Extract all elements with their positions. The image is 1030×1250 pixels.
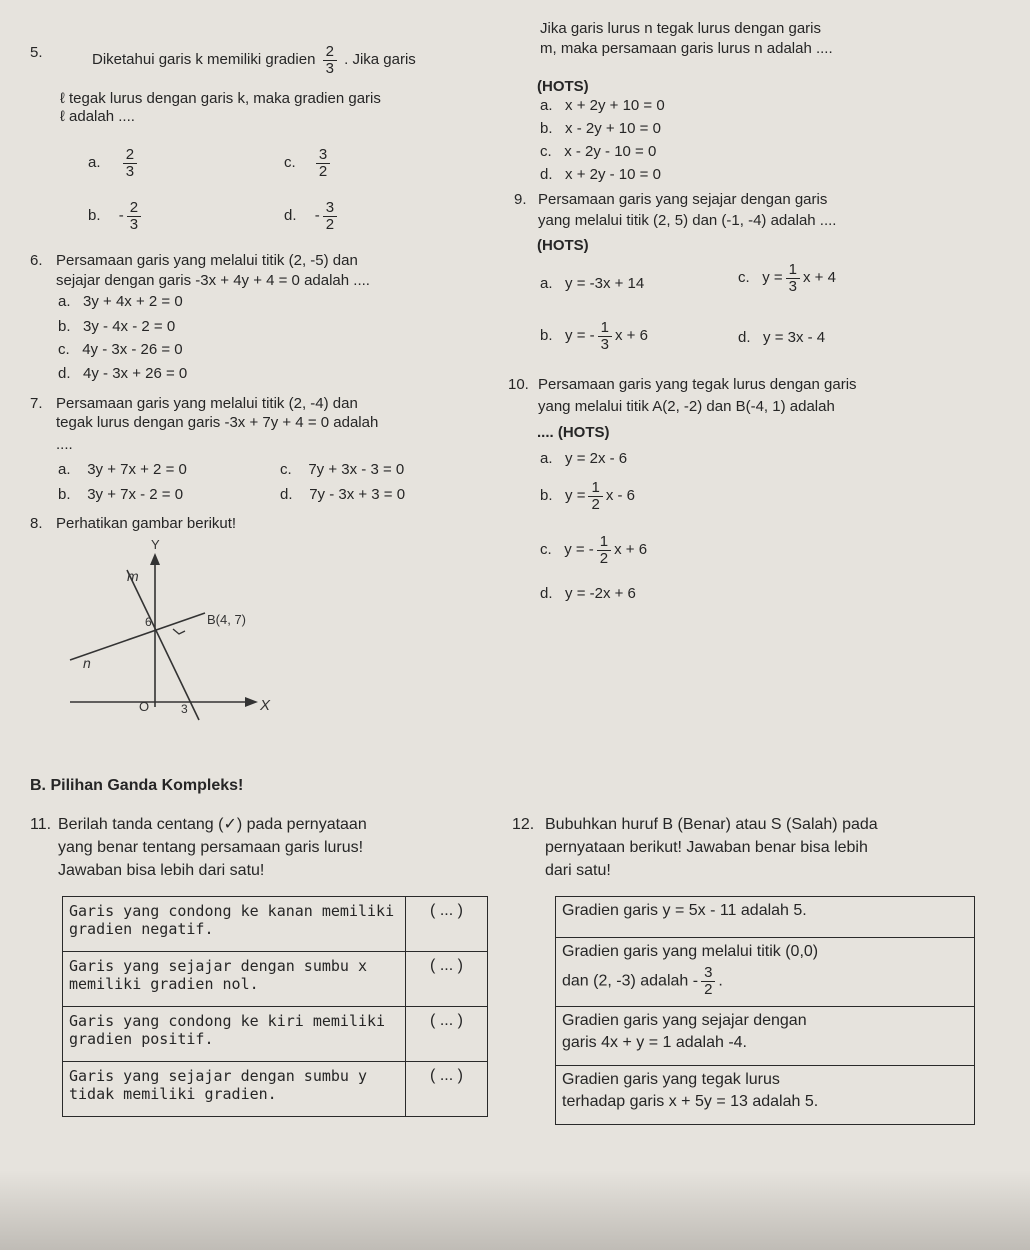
- graph-origin-label: O: [139, 699, 150, 714]
- q9-hots-badge: (HOTS): [537, 237, 589, 254]
- graph-y-arrow: [150, 553, 160, 565]
- q6-question-line2: sejajar dengan garis -3x + 4y + 4 = 0 adalah ....: [56, 272, 370, 289]
- graph-x-tick: 3: [181, 702, 188, 716]
- q5-gradient-fraction: $\frac{2}{3}$: [323, 44, 337, 77]
- graph-m-label: m: [127, 568, 139, 584]
- q11-table: [62, 896, 488, 1117]
- q10-option-b[interactable]: b. y = $\frac{1}{2}$ x - 6: [540, 479, 635, 513]
- q8-continued-line2: m, maka persamaan garis lurus n adalah ....: [540, 40, 833, 57]
- q11-statement: Garis yang sejajar dengan sumbu x memiliki gradien nol.: [63, 952, 406, 1007]
- q11-row: [63, 1007, 488, 1062]
- q11-statement: Garis yang sejajar dengan sumbu y tidak memiliki gradien.: [63, 1062, 406, 1117]
- q10-question-line3: .... (HOTS): [537, 424, 610, 441]
- q11-statement: Garis yang condong ke kanan memiliki gradien negatif.: [63, 897, 406, 952]
- q12-question-line2: pernyataan berikut! Jawaban benar bisa lebih: [545, 839, 868, 856]
- q11-question-line3: Jawaban bisa lebih dari satu!: [58, 862, 265, 879]
- q9-question-line2: yang melalui titik (2, 5) dan (-1, -4) adalah ....: [538, 212, 837, 229]
- q7-option-a[interactable]: a. 3y + 7x + 2 = 0: [58, 461, 187, 478]
- q8-option-a[interactable]: a. x + 2y + 10 = 0: [540, 97, 665, 114]
- q11-row: [63, 952, 488, 1007]
- q12-row[interactable]: [556, 1007, 975, 1066]
- q8-question: Perhatikan gambar berikut!: [56, 515, 237, 532]
- q9-option-b[interactable]: b. y = - $\frac{1}{3}$ x + 6: [540, 319, 648, 353]
- q8-hots-badge: (HOTS): [537, 78, 589, 95]
- q6-question-line1: Persamaan garis yang melalui titik (2, -5) dan: [56, 252, 358, 269]
- q7-option-b[interactable]: b. 3y + 7x - 2 = 0: [58, 486, 184, 503]
- q12-row[interactable]: [556, 1066, 975, 1125]
- q8-option-b[interactable]: b. x - 2y + 10 = 0: [540, 120, 661, 137]
- q10-question-line1: Persamaan garis yang tegak lurus dengan garis: [538, 376, 857, 393]
- q8-number: 8.: [30, 515, 43, 532]
- q10-option-d[interactable]: d. y = -2x + 6: [540, 585, 636, 602]
- q10-option-c[interactable]: c. y = - $\frac{1}{2}$ x + 6: [540, 533, 648, 567]
- q10-number: 10.: [508, 376, 529, 393]
- photo-shadow: [0, 1170, 1030, 1250]
- q6-option-d[interactable]: d. 4y - 3x + 26 = 0: [58, 365, 188, 382]
- q12-statement: Gradien garis yang melalui titik (0,0) dan (2, -3) adalah - $\frac{3}{2}$ .: [556, 938, 975, 1007]
- q7-number: 7.: [30, 395, 43, 412]
- q11-check-box[interactable]: ( ... ): [406, 1062, 488, 1117]
- q9-option-c[interactable]: c. y = $\frac{1}{3}$ x + 4: [738, 261, 836, 295]
- q7-question-line1: Persamaan garis yang melalui titik (2, -4) dan: [56, 395, 358, 412]
- q12-row[interactable]: [556, 938, 975, 1007]
- q7-option-c[interactable]: c. 7y + 3x - 3 = 0: [280, 461, 405, 478]
- q8-option-d[interactable]: d. x + 2y - 10 = 0: [540, 166, 661, 183]
- q12-table: [555, 896, 975, 1125]
- q7-question-line2: tegak lurus dengan garis -3x + 7y + 4 = 0 adalah: [56, 414, 379, 431]
- q5-option-b[interactable]: b. - $\frac{2}{3}$: [88, 200, 144, 233]
- q11-check-box[interactable]: ( ... ): [406, 952, 488, 1007]
- q5-question-line2: ℓ tegak lurus dengan garis k, maka gradien garis: [60, 90, 381, 107]
- q12-question-line1: Bubuhkan huruf B (Benar) atau S (Salah) pada: [545, 816, 878, 833]
- q11-number: 11.: [30, 816, 52, 833]
- graph-line-m: [127, 570, 199, 720]
- q12-row[interactable]: [556, 897, 975, 938]
- q9-option-d[interactable]: d. y = 3x - 4: [738, 329, 826, 346]
- graph-y-tick: 6: [145, 615, 152, 629]
- q9-question-line1: Persamaan garis yang sejajar dengan garis: [538, 191, 828, 208]
- graph-x-label: X: [260, 697, 271, 714]
- q12-statement: Gradien garis yang sejajar dengan garis 4x + y = 1 adalah -4.: [556, 1007, 975, 1066]
- q9-option-a[interactable]: a. y = -3x + 14: [540, 275, 645, 292]
- q11-check-box[interactable]: ( ... ): [406, 897, 488, 952]
- graph-n-label: n: [83, 655, 91, 671]
- q5-option-a[interactable]: a. $\frac{2}{3}$: [88, 147, 140, 180]
- q7-question-line3: ....: [56, 436, 73, 453]
- graph-y-label: Y: [151, 537, 160, 552]
- graph-right-angle: [173, 629, 185, 634]
- q5-option-c[interactable]: c. $\frac{3}{2}$: [284, 147, 333, 180]
- q11-question-line1: Berilah tanda centang (✓) pada pernyataan: [58, 816, 367, 833]
- graph-x-arrow: [245, 697, 258, 707]
- q11-statement: Garis yang condong ke kiri memiliki gradien positif.: [63, 1007, 406, 1062]
- q6-number: 6.: [30, 252, 43, 269]
- q10-option-a[interactable]: a. y = 2x - 6: [540, 450, 628, 467]
- q10-question-line2: yang melalui titik A(2, -2) dan B(-4, 1) adalah: [538, 398, 835, 415]
- q12-number: 12.: [512, 816, 535, 833]
- q5-question: Diketahui garis k memiliki gradien $\frac{2}{3}$ . Jika garis: [92, 43, 416, 77]
- q5-option-d[interactable]: d. - $\frac{3}{2}$: [284, 200, 340, 233]
- section-b-title: B. Pilihan Ganda Kompleks!: [30, 777, 244, 794]
- q11-question-line2: yang benar tentang persamaan garis lurus!: [58, 839, 364, 856]
- q12-statement: Gradien garis yang tegak lurus terhadap garis x + 5y = 13 adalah 5.: [556, 1066, 975, 1125]
- graph-line-n: [70, 613, 205, 660]
- q11-row: [63, 897, 488, 952]
- q6-option-c[interactable]: c. 4y - 3x - 26 = 0: [58, 341, 183, 358]
- q8-continued-line1: Jika garis lurus n tegak lurus dengan garis: [540, 20, 821, 37]
- q8-graph: [55, 535, 295, 730]
- q11-check-box[interactable]: ( ... ): [406, 1007, 488, 1062]
- q6-option-a[interactable]: a. 3y + 4x + 2 = 0: [58, 293, 183, 310]
- q12-question-line3: dari satu!: [545, 862, 611, 879]
- q5-number: 5.: [30, 44, 43, 61]
- q9-number: 9.: [514, 191, 527, 208]
- q6-option-b[interactable]: b. 3y - 4x - 2 = 0: [58, 318, 176, 335]
- q8-option-c[interactable]: c. x - 2y - 10 = 0: [540, 143, 657, 160]
- q11-row: [63, 1062, 488, 1117]
- graph-point-b: B(4, 7): [207, 612, 247, 627]
- q5-question-line3: ℓ adalah ....: [60, 108, 135, 125]
- q12-statement: Gradien garis y = 5x - 11 adalah 5.: [556, 897, 975, 938]
- q7-option-d[interactable]: d. 7y - 3x + 3 = 0: [280, 486, 406, 503]
